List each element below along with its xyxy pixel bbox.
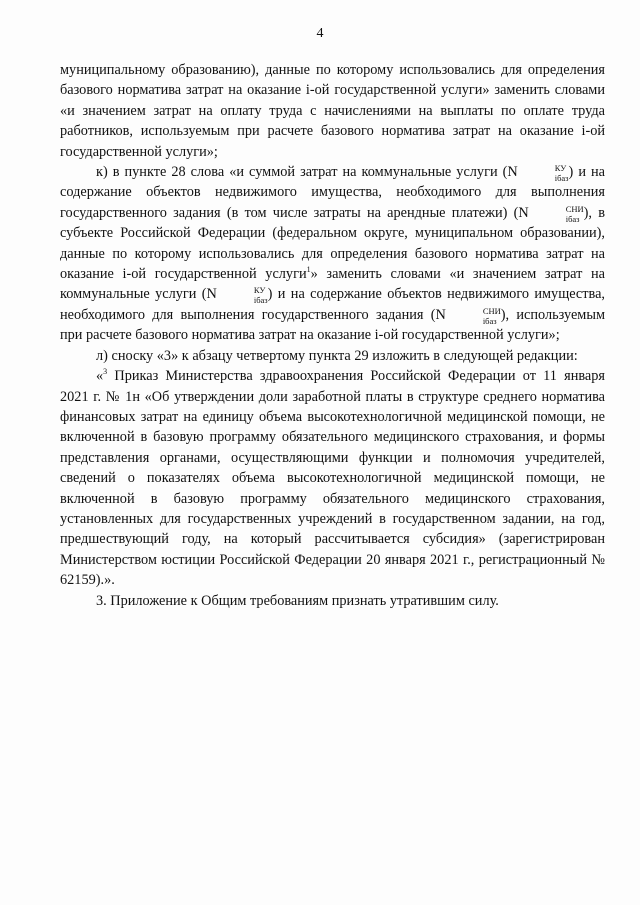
paragraph-2-text-3: ), в субъекте Российской Федерации (федеральном округе, муниципальном образовании), данные по которому использовались для определения базового норматива затрат на оказание i-ой государственной услуги [60, 204, 605, 283]
paragraph-5: 3. Приложение к Общим требованиям признать утратившим силу. [96, 592, 499, 609]
formula-sni-2-sup: СНИ [482, 305, 501, 316]
formula-ky-1-sub: iбаз [554, 172, 569, 183]
formula-ky-2-sup: КУ [253, 285, 266, 296]
document-body [60, 60, 605, 611]
paragraph-1: муниципальному образованию), данные по которому использовались для определения базового норматива затрат на оказание i-ой государственной услуги» заменить словами «и значением затрат на оплату труда с начислениями на выплаты по оплате труда работников, используемым при расчете базового норматива затрат на оказание i-ой государственной услуги»; [60, 62, 605, 160]
paragraph-2-text-2: ) и на содержание объектов недвижимого имущества, необходимого для выполнения государственного задания (в том числе затраты на арендные платежи) (N [60, 164, 605, 221]
formula-sni-1-sub: iбаз [565, 213, 580, 224]
formula-sni-2 [447, 305, 501, 326]
formula-sni-1 [530, 203, 584, 224]
paragraph-2-text-1: к) в пункте 28 слова «и суммой затрат на коммунальные услуги (N [96, 164, 518, 181]
formula-sni-1-sup: СНИ [565, 203, 584, 214]
formula-ky-2-sub: iбаз [253, 295, 268, 306]
paragraph-4 [60, 366, 605, 590]
page-number: 4 [316, 26, 324, 41]
formula-ky-2 [218, 285, 268, 306]
paragraph-3: л) сноску «3» к абзацу четвертому пункта 29 изложить в следующей редакции: [96, 347, 578, 364]
paragraph-2-text-4: » заменить словами «и значением затрат на коммунальные услуги (N [60, 266, 605, 303]
footnote-mark-1: 1 [306, 265, 311, 275]
formula-ky-1-sup: КУ [554, 162, 567, 173]
formula-ky-1 [519, 162, 569, 183]
paragraph-2 [60, 162, 605, 346]
paragraph-2-text-6: ), используемым при расчете базового норматива затрат на оказание i-ой государственной услуги»; [60, 306, 605, 344]
footnote-mark-3: 3 [103, 367, 108, 377]
quote-open: « [96, 368, 104, 385]
formula-sni-2-sub: iбаз [482, 315, 497, 326]
paragraph-2-text-5: ) и на содержание объектов недвижимого имущества, необходимого для выполнения государственного задания (N [60, 286, 605, 323]
paragraph-4-text: Приказ Министерства здравоохранения Российской Федерации от 11 января 2021 г. № 1н «Об утверждении доли заработной платы в структуре среднего норматива финансовых затрат на единицу объема высокотехнологичной медицинской помощи, не включенной в базовую программу обязательного медицинского страхования, и формы представления органами, осуществляющими функции и полномочия учредителей, сведений о показателях объема высокотехнологичной медицинской помощи, не включенной в базовую программу обязательного медицинского страхования, установленных для государственных учреждений в государственном задании, на год, предшествующий году, на который рассчитывается субсидия» (зарегистрирован Министерством юстиции Российской Федерации 20 января 2021 г., регистрационный № 62159).». [60, 368, 605, 589]
